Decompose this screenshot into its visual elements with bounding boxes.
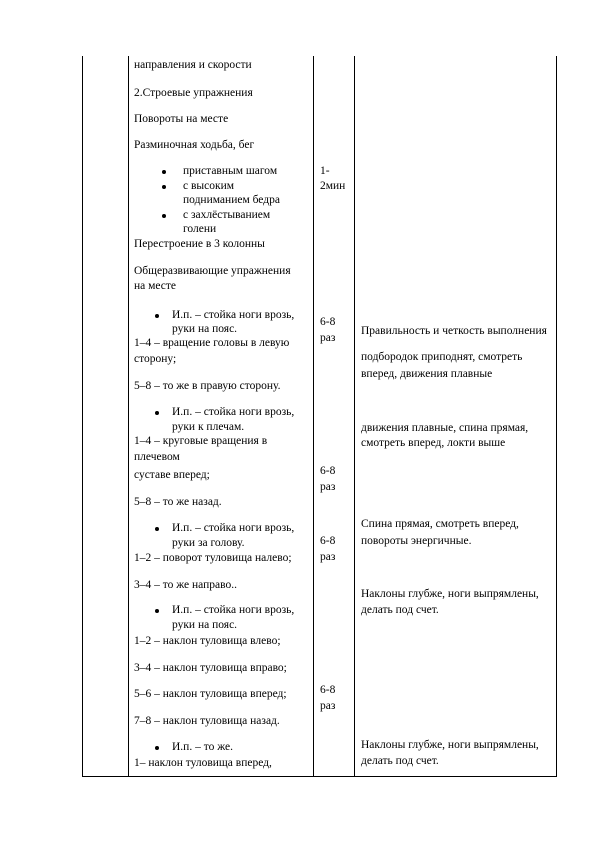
ex1-start-position-1: И.п. – стойка ноги врозь,: [172, 309, 295, 321]
note-side-bends-2: делать под счет.: [361, 604, 439, 616]
gait-item-side-step: приставным шагом: [183, 165, 278, 177]
reps-1-unit: раз: [320, 332, 336, 344]
note-side-bends-1: Наклоны глубже, ноги выпрямлены,: [361, 588, 539, 600]
reps-2-unit: раз: [320, 481, 336, 493]
ex3-start-position-1: И.п. – стойка ноги врозь,: [172, 522, 295, 534]
ex2-start-position-2: руки к плечам.: [172, 421, 245, 433]
ex1-step-b: 5–8 – то же в правую сторону.: [134, 380, 281, 392]
bullet-icon: [155, 411, 159, 415]
text-turns-in-place: Повороты на месте: [134, 113, 229, 125]
gait-item-heel-kick-1: с захлёстыванием: [183, 209, 271, 221]
note-forward-bend-2: делать под счет.: [361, 755, 439, 767]
note-torso-turn-2: повороты энергичные.: [361, 535, 472, 547]
gait-item-high-knee-1: с высоким: [183, 180, 235, 192]
bullet-icon: [155, 609, 159, 613]
note-shoulder-rotation-2: смотреть вперед, локти выше: [361, 437, 506, 449]
ex5-start-position: И.п. – то же.: [172, 741, 233, 753]
ex2-step-a-2: плечевом: [134, 451, 180, 463]
ex3-start-position-2: руки за голову.: [172, 537, 245, 549]
bullet-icon: [162, 170, 166, 174]
general-exercises-heading-1: Общеразвивающие упражнения: [134, 265, 291, 277]
ex2-step-a-1: 1–4 – круговые вращения в: [134, 435, 268, 447]
table-border-right: [556, 56, 557, 777]
ex2-start-position-1: И.п. – стойка ноги врозь,: [172, 406, 295, 418]
text-directions-speed: направления и скорости: [134, 59, 252, 71]
bullet-icon: [155, 527, 159, 531]
bullet-icon: [155, 314, 159, 318]
reps-1-count: 6-8: [320, 316, 336, 328]
table-border-left: [82, 56, 83, 777]
duration-line-2: 2мин: [320, 180, 346, 192]
text-rebuild-3-columns: Перестроение в 3 колонны: [134, 238, 265, 250]
ex2-step-b: 5–8 – то же назад.: [134, 496, 222, 508]
reps-4-count: 6-8: [320, 684, 336, 696]
table-column-divider-3: [354, 56, 355, 777]
bullet-icon: [162, 185, 166, 189]
table-bottom-border: [82, 776, 556, 777]
note-torso-turn-1: Спина прямая, смотреть вперед,: [361, 518, 519, 530]
note-head-rotation-2: вперед, движения плавные: [361, 368, 493, 380]
note-shoulder-rotation-1: движения плавные, спина прямая,: [361, 422, 529, 434]
reps-3-unit: раз: [320, 551, 336, 563]
ex1-step-a-2: сторону;: [134, 353, 177, 365]
ex4-step-c: 5–6 – наклон туловища вперед;: [134, 688, 287, 700]
ex5-step-a: 1– наклон туловища вперед,: [134, 757, 272, 769]
ex3-step-b: 3–4 – то же направо..: [134, 579, 237, 591]
duration-line-1: 1-: [320, 165, 330, 177]
general-exercises-heading-2: на месте: [134, 280, 177, 292]
ex4-step-d: 7–8 – наклон туловища назад.: [134, 715, 280, 727]
ex1-start-position-2: руки на пояс.: [172, 323, 238, 335]
note-head-rotation-1: подбородок приподнят, смотреть: [361, 351, 523, 363]
table-column-divider-1: [128, 56, 129, 777]
gait-item-high-knee-2: подниманием бедра: [183, 194, 280, 206]
gait-item-heel-kick-2: голени: [183, 223, 217, 235]
ex4-start-position-1: И.п. – стойка ноги врозь,: [172, 604, 295, 616]
ex4-step-b: 3–4 – наклон туловища вправо;: [134, 662, 287, 674]
note-correctness: Правильность и четкость выполнения: [361, 325, 547, 337]
reps-3-count: 6-8: [320, 535, 336, 547]
ex3-step-a: 1–2 – поворот туловища налево;: [134, 552, 292, 564]
ex4-start-position-2: руки на пояс.: [172, 619, 238, 631]
ex1-step-a-1: 1–4 – вращение головы в левую: [134, 337, 290, 349]
ex2-step-a-3: суставе вперед;: [134, 469, 210, 481]
bullet-icon: [162, 214, 166, 218]
drill-exercises-heading: 2.Строевые упражнения: [134, 87, 253, 99]
ex4-step-a: 1–2 – наклон туловища влево;: [134, 635, 281, 647]
reps-2-count: 6-8: [320, 465, 336, 477]
note-forward-bend-1: Наклоны глубже, ноги выпрямлены,: [361, 739, 539, 751]
bullet-icon: [155, 746, 159, 750]
table-column-divider-2: [313, 56, 314, 777]
reps-4-unit: раз: [320, 700, 336, 712]
text-warmup-walk-run: Разминочная ходьба, бег: [134, 139, 255, 151]
